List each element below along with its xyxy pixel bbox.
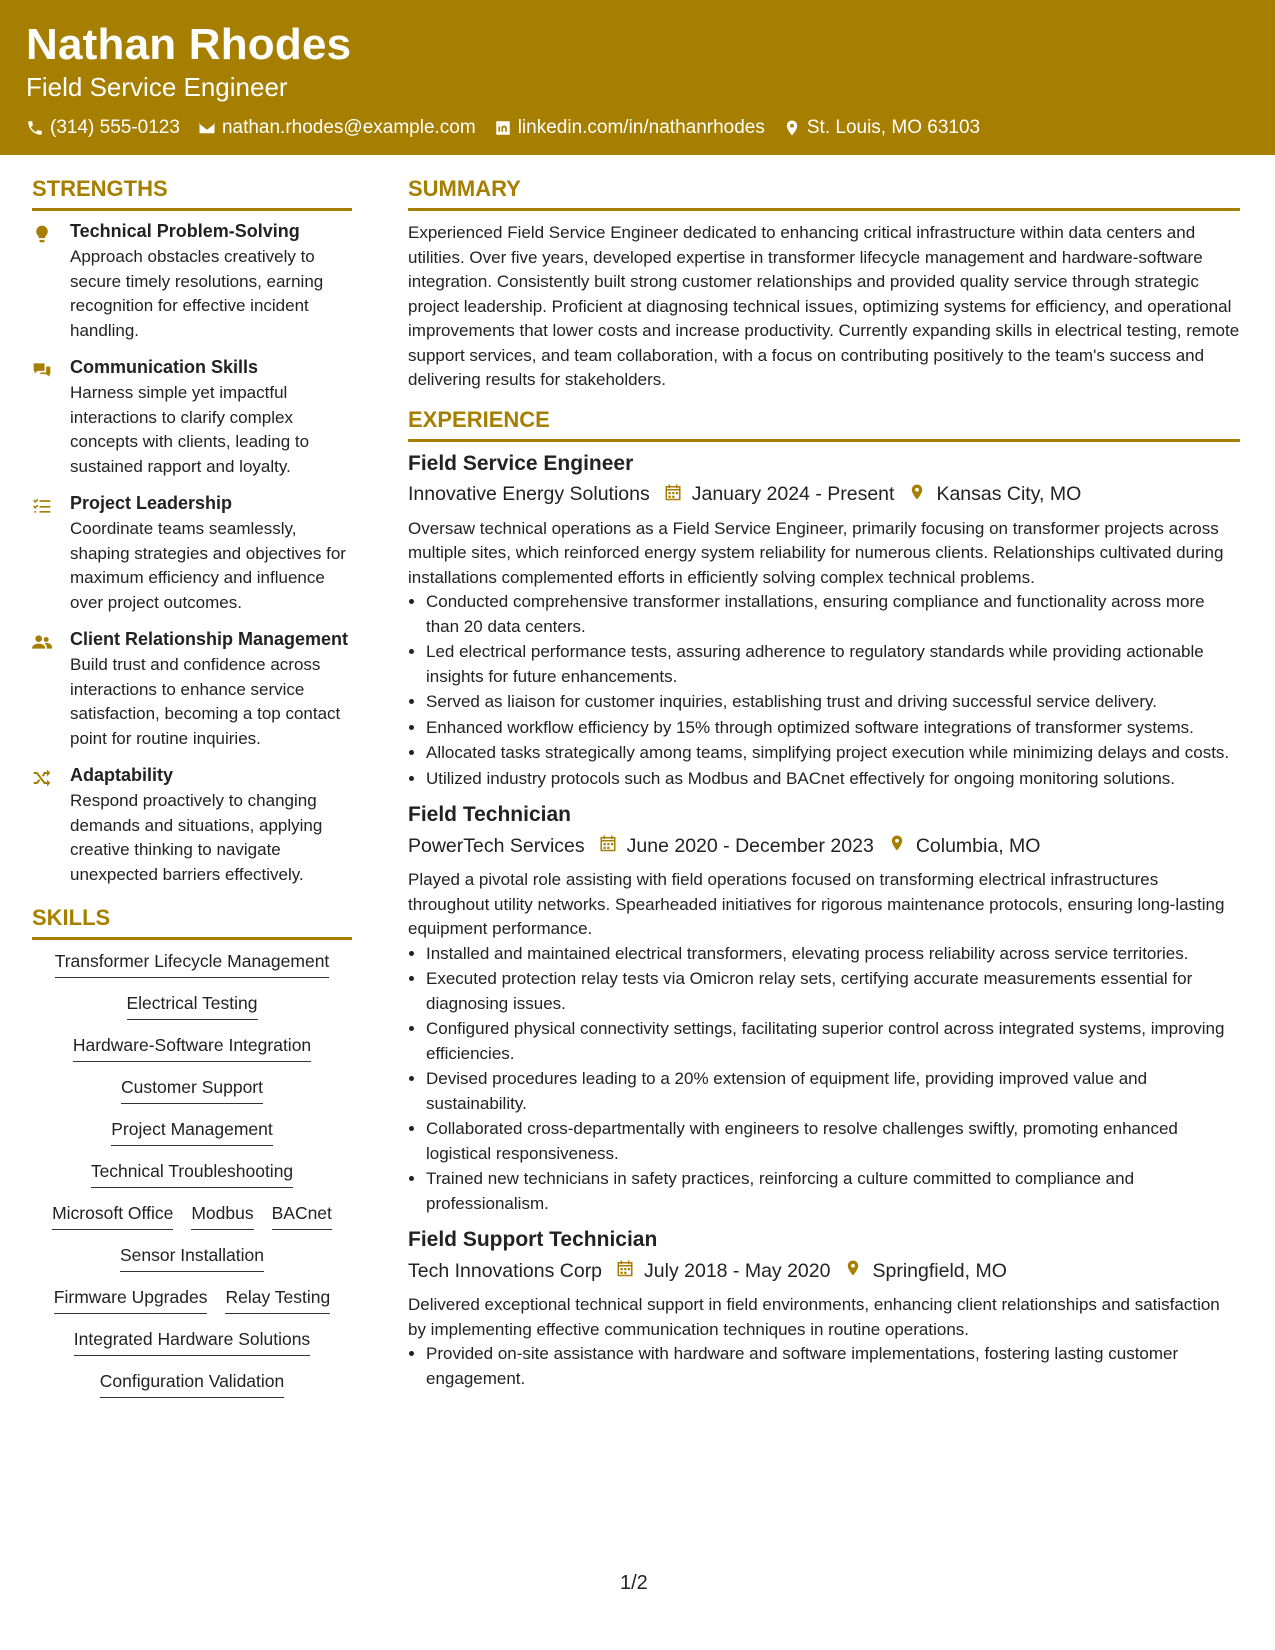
left-column	[32, 176, 352, 1412]
skill-tag: Customer Support	[121, 1076, 263, 1104]
lightbulb-icon	[32, 224, 52, 244]
job-bullet: • Enhanced workflow efficiency by 15% through optimized software integrations of transformer systems.	[426, 716, 1240, 741]
skill-tag: Electrical Testing	[127, 992, 258, 1020]
job-location: Springfield, MO	[872, 1259, 1007, 1282]
candidate-role: Field Service Engineer	[26, 72, 288, 102]
job-bullet: • Utilized industry protocols such as Modbus and BACnet effectively for ongoing monitoring solutions.	[426, 767, 1240, 792]
resume-header	[0, 0, 1275, 155]
skill-tag: Configuration Validation	[100, 1370, 285, 1398]
job-bullet: • Led electrical performance tests, assuring adherence to regulatory standards while providing actionable insights for future enhancements.	[426, 640, 1240, 689]
strength-title: Adaptability	[70, 765, 174, 785]
experience-heading: EXPERIENCE	[408, 407, 1240, 442]
envelope-icon	[198, 119, 216, 137]
job-company: PowerTech Services	[408, 834, 585, 857]
linkedin-text: linkedin.com/in/nathanrhodes	[517, 117, 765, 138]
skills-list	[32, 950, 352, 1398]
job-title: Field Service Engineer	[408, 451, 634, 475]
job-description: Oversaw technical operations as a Field Service Engineer, primarily focusing on transformer projects across multiple sites, which reinforced energy system reliability for numerous clients. Relationships cultivated during installations complemented efforts in efficiently solving complex technical problems.	[408, 518, 1224, 587]
job-bullet: • Configured physical connectivity settings, facilitating superior control across integrated systems, improving efficiencies.	[426, 1017, 1240, 1066]
job-dates: July 2018 - May 2020	[644, 1259, 831, 1282]
job-bullets	[408, 1342, 1240, 1391]
shuffle-icon	[32, 768, 52, 788]
strength-desc: Coordinate teams seamlessly, shaping strategies and objectives for maximum efficiency and influence over project outcomes.	[70, 519, 346, 612]
skills-heading: SKILLS	[32, 905, 352, 940]
job-entry	[408, 452, 1240, 792]
skill-tag: Technical Troubleshooting	[91, 1160, 293, 1188]
page-number: 1/2	[620, 1572, 648, 1594]
contact-email[interactable]	[198, 117, 476, 139]
job-meta	[408, 834, 1240, 858]
strength-title: Client Relationship Management	[70, 629, 349, 649]
job-entry	[408, 803, 1240, 1216]
job-bullet: • Executed protection relay tests via Omicron relay sets, certifying accurate measurements essential for diagnosing issues.	[426, 967, 1240, 1016]
checklist-icon	[32, 496, 52, 516]
candidate-name: Nathan Rhodes	[26, 20, 352, 69]
strengths-heading: STRENGTHS	[32, 176, 352, 211]
job-meta	[408, 483, 1240, 507]
strength-desc: Build trust and confidence across interactions to enhance service satisfaction, becoming a top contact point for routine inquiries.	[70, 655, 341, 748]
skill-tag: Microsoft Office	[52, 1202, 173, 1230]
strength-item	[32, 493, 352, 615]
calendar-icon	[599, 834, 617, 852]
contact-location	[783, 117, 980, 139]
job-bullets	[408, 590, 1240, 791]
job-description: Played a pivotal role assisting with field operations focused on transforming electrical infrastructures throughout utility networks. Spearheaded initiatives for rigorous maintenance protocols, ensuring long-lasting equipment performance.	[408, 870, 1225, 938]
users-icon	[32, 632, 52, 652]
job-title: Field Technician	[408, 803, 571, 826]
right-column	[408, 176, 1240, 1403]
strength-item	[32, 221, 352, 343]
phone-icon	[26, 119, 44, 137]
chat-icon	[32, 360, 52, 380]
strength-title: Project Leadership	[70, 493, 233, 513]
strength-item	[32, 629, 352, 751]
skill-tag: Transformer Lifecycle Management	[55, 950, 330, 978]
job-company: Tech Innovations Corp	[408, 1259, 603, 1282]
contact-phone[interactable]	[26, 117, 180, 139]
skill-tag: Project Management	[111, 1118, 272, 1146]
contact-bar	[26, 117, 980, 139]
strength-item	[32, 357, 352, 479]
job-dates: January 2024 - Present	[691, 483, 895, 505]
summary-text: Experienced Field Service Engineer dedicated to enhancing critical infrastructure within data centers and utilities. Over five years, developed expertise in transformer lifecycle management and hardware-software integration. Consistently built strong customer relationships and provided quality service through strategic project leadership. Proficient at diagnosing technical issues, optimizing systems for efficiency, and operational improvements that lower costs and increase productivity. Currently expanding skills in electrical testing, remote support services, and team collaboration, with a focus on contributing positively to the team's success and delivering results for stakeholders.	[408, 223, 1240, 389]
job-bullet: • Served as liaison for customer inquiries, establishing trust and driving successful service delivery.	[426, 690, 1240, 715]
skill-tag: Firmware Upgrades	[54, 1286, 208, 1314]
location-pin-icon	[908, 483, 926, 501]
job-dates: June 2020 - December 2023	[626, 834, 874, 857]
job-bullet: • Conducted comprehensive transformer installations, ensuring compliance and functionality across more than 20 data centers.	[426, 590, 1240, 639]
job-entry	[408, 1228, 1240, 1391]
job-bullet: • Trained new technicians in safety practices, reinforcing a culture committed to compliance and professionalism.	[426, 1167, 1240, 1216]
summary-heading: SUMMARY	[408, 176, 1240, 211]
job-bullet: • Provided on-site assistance with hardware and software implementations, fostering lasting customer engagement.	[426, 1342, 1240, 1391]
strength-title: Technical Problem-Solving	[70, 221, 300, 241]
linkedin-icon	[494, 119, 512, 137]
skill-tag: Modbus	[191, 1202, 253, 1230]
job-location: Columbia, MO	[915, 834, 1041, 857]
job-bullet: • Allocated tasks strategically among teams, simplifying project execution while minimizing delays and costs.	[426, 741, 1240, 766]
job-bullet: • Devised procedures leading to a 20% extension of equipment life, providing improved value and sustainability.	[426, 1067, 1240, 1116]
strength-desc: Harness simple yet impactful interactions to clarify complex concepts with clients, leading to sustained rapport and loyalty.	[70, 383, 310, 476]
job-company: Innovative Energy Solutions	[408, 483, 650, 505]
email-text: nathan.rhodes@example.com	[221, 117, 476, 138]
phone-text: (314) 555-0123	[50, 117, 180, 138]
skill-tag: BACnet	[272, 1202, 332, 1230]
job-bullet: • Collaborated cross-departmentally with engineers to resolve challenges swiftly, promoting enhanced logistical responsiveness.	[426, 1117, 1240, 1166]
job-description: Delivered exceptional technical support in field environments, enhancing client relationships and satisfaction by implementing effective communication techniques in routine operations.	[408, 1295, 1220, 1339]
skill-tag: Relay Testing	[225, 1286, 330, 1314]
calendar-icon	[616, 1259, 634, 1277]
location-pin-icon	[783, 119, 801, 137]
strength-desc: Respond proactively to changing demands and situations, applying creative thinking to navigate unexpected barriers effectively.	[70, 791, 323, 884]
skill-tag: Integrated Hardware Solutions	[74, 1328, 310, 1356]
location-text: St. Louis, MO 63103	[806, 117, 981, 138]
skill-tag: Sensor Installation	[120, 1244, 264, 1272]
location-pin-icon	[844, 1259, 862, 1277]
job-location: Kansas City, MO	[936, 483, 1082, 505]
job-bullet: • Installed and maintained electrical transformers, elevating process reliability across service territories.	[426, 942, 1240, 967]
calendar-icon	[664, 483, 682, 501]
contact-linkedin[interactable]	[494, 117, 765, 139]
job-bullets	[408, 942, 1240, 1217]
job-title: Field Support Technician	[408, 1228, 658, 1251]
strength-desc: Approach obstacles creatively to secure timely resolutions, earning recognition for effective incident handling.	[70, 247, 324, 340]
skill-tag: Hardware-Software Integration	[73, 1034, 311, 1062]
strength-title: Communication Skills	[70, 357, 259, 377]
job-meta	[408, 1259, 1240, 1283]
strength-item	[32, 765, 352, 887]
location-pin-icon	[888, 834, 906, 852]
